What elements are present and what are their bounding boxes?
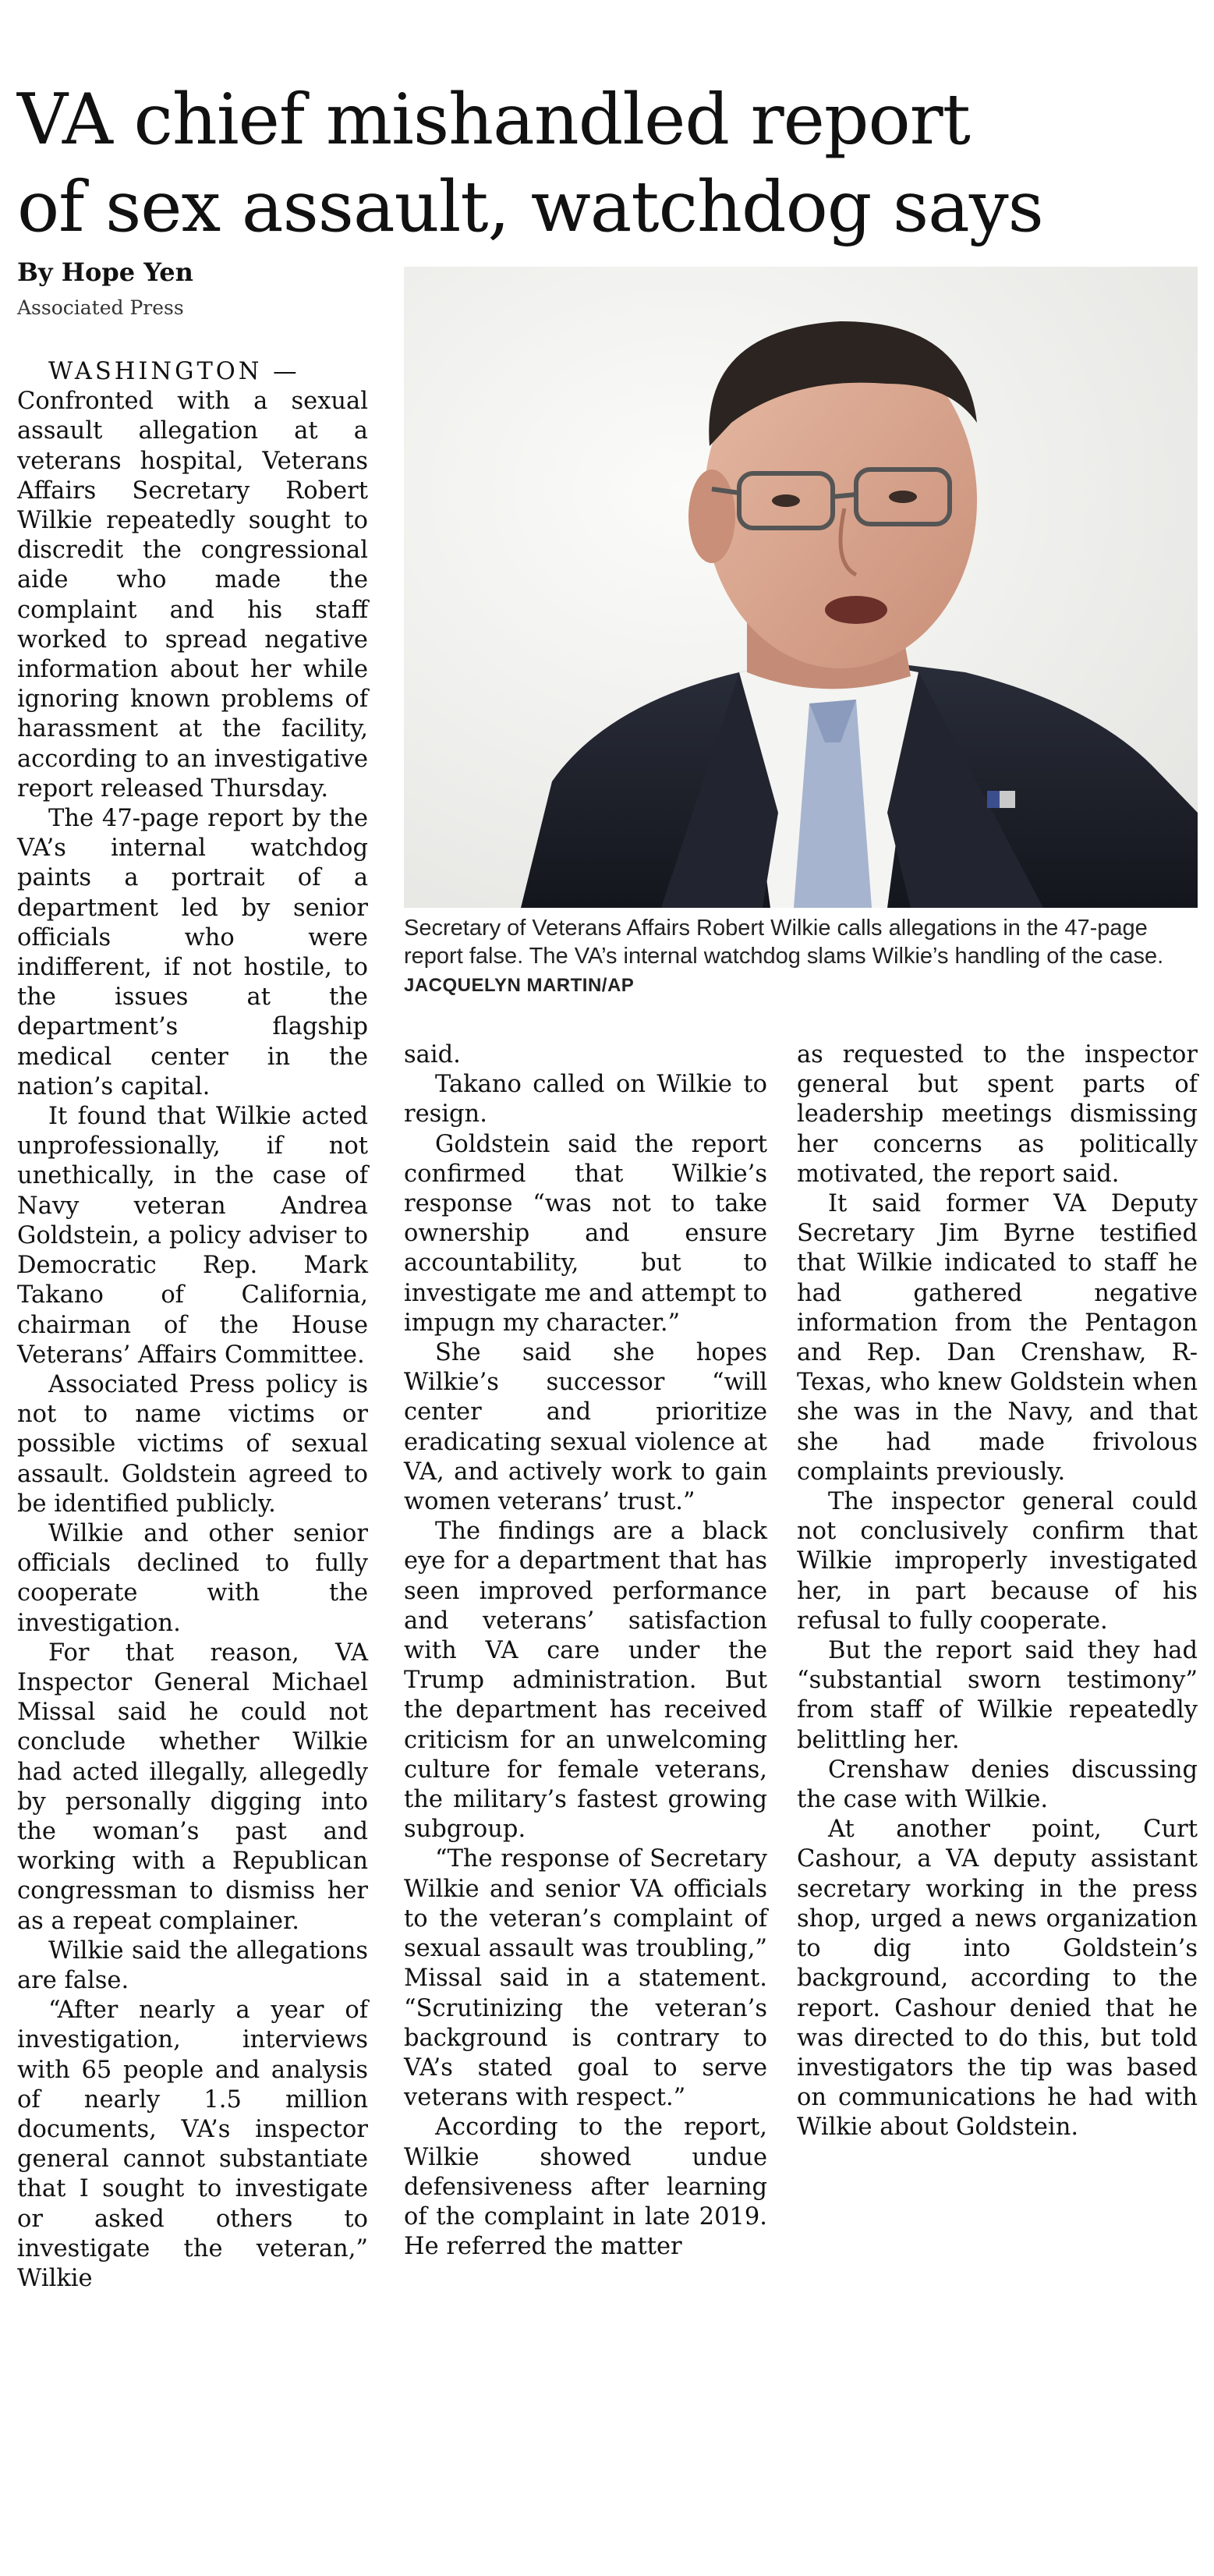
photo-credit: JACQUELYN MARTIN/AP bbox=[404, 975, 635, 996]
paragraph: It found that Wilkie acted unprofessionally, if not unethically, in the case of Navy veteran Andrea Goldstein, a policy adviser to Democratic Rep. Mark Takano of California, chairman of the House Veterans’ Affairs Committee. bbox=[17, 1103, 368, 1369]
paragraph: “After nearly a year of investigation, interviews with 65 people and analysis of nearly 1.5 million documents, VA’s inspector general cannot substantiate that I sought to investigate or asked others to investigate the veteran,” Wilkie bbox=[17, 1997, 368, 2292]
paragraph: It said former VA Deputy Secretary Jim Byrne testified that Wilkie indicated to staff he had gathered negative information from the Pentagon and Rep. Dan Crenshaw, R-Texas, who knew Goldstein when she was in the Navy, and that she had made frivolous complaints previously. bbox=[797, 1190, 1198, 1486]
paragraph: Crenshaw denies discussing the case with Wilkie. bbox=[797, 1756, 1198, 1814]
article-column-1 bbox=[17, 357, 368, 2294]
paragraph: Associated Press policy is not to name victims or possible victims of sexual assault. Goldstein agreed to be identified publicly. bbox=[17, 1370, 368, 1518]
paragraph: According to the report, Wilkie showed undue defensiveness after learning of the complaint in late 2019. He referred the matter bbox=[404, 2114, 767, 2261]
paragraph: Takano called on Wilkie to resign. bbox=[404, 1071, 767, 1129]
paragraph: For that reason, VA Inspector General Michael Missal said he could not conclude whether Wilkie had acted illegally, allegedly by personally digging into the woman’s past and working with a Republican congressman to dismiss her as a repeat complainer. bbox=[17, 1639, 368, 1935]
article-column-2 bbox=[404, 1040, 767, 2262]
photo-caption bbox=[404, 914, 1198, 1000]
paragraph: said. bbox=[404, 1041, 461, 1068]
article-column-3 bbox=[797, 1040, 1198, 2143]
byline-agency: Associated Press bbox=[17, 296, 184, 319]
paragraph: The 47-page report by the VA’s internal watchdog paints a portrait of a department led by senior officials who were indifferent, if not hostile, to the issues at the department’s flagship medical center in the nation’s capital. bbox=[17, 805, 368, 1100]
paragraph: “The response of Secretary Wilkie and senior VA officials to the veteran’s complaint of sexual assault was troubling,” Missal said in a statement. “Scrutinizing the veteran’s background is contrary to VA’s stated goal to serve veterans with respect.” bbox=[404, 1845, 767, 2112]
paragraph: The inspector general could not conclusively confirm that Wilkie improperly investigated her, in part because of his refusal to fully cooperate. bbox=[797, 1488, 1198, 1635]
paragraph: But the report said they had “substantial sworn testimony” from staff of Wilkie repeatedly belittling her. bbox=[797, 1637, 1198, 1754]
dateline: WASHINGTON — bbox=[48, 358, 300, 385]
headline-line-1: VA chief mishandled report bbox=[17, 79, 970, 161]
headline bbox=[17, 76, 1195, 251]
paragraph: The findings are a black eye for a department that has seen improved performance and veterans’ satisfaction with VA care under the Trump administration. But the department has received criticism for an unwelcoming culture for female veterans, the military’s fastest growing subgroup. bbox=[404, 1518, 767, 1844]
paragraph: At another point, Curt Cashour, a VA deputy assistant secretary working in the press shop, urged a news organization to dig into Goldstein’s background, according to the report. Cashour denied that he was directed to do this, but told investigators the tip was based on communications he had with Wilkie about Goldstein. bbox=[797, 1816, 1198, 2142]
paragraph: Confronted with a sexual assault allegation at a veterans hospital, Veterans Affairs Secretary Robert Wilkie repeatedly sought to discredit the congressional aide who made the complaint and his staff worked to spread negative information about her while ignoring known problems of harassment at the facility, according to an investigative report released Thursday. bbox=[17, 388, 368, 803]
paragraph: as requested to the inspector general but spent parts of leadership meetings dismissing her concerns as politically motivated, the report said. bbox=[797, 1041, 1198, 1188]
caption-text: Secretary of Veterans Affairs Robert Wilkie calls allegations in the 47-page report false. The VA’s internal watchdog slams Wilkie’s handling of the case. bbox=[404, 916, 1164, 969]
paragraph: Wilkie said the allegations are false. bbox=[17, 1936, 368, 1994]
byline-author: By Hope Yen bbox=[17, 257, 193, 287]
paragraph: Goldstein said the report confirmed that Wilkie’s response “was not to take ownership and ensure accountability, but to investigate me and attempt to impugn my character.” bbox=[404, 1130, 767, 1337]
paragraph: Wilkie and other senior officials declined to fully cooperate with the investigation. bbox=[17, 1519, 368, 1637]
portrait-illustration bbox=[404, 267, 1198, 908]
headline-line-2: of sex assault, watchdog says bbox=[17, 166, 1043, 249]
paragraph: She said she hopes Wilkie’s successor “will center and prioritize eradicating sexual violence at VA, and actively work to gain women veterans’ trust.” bbox=[404, 1339, 767, 1516]
news-photo bbox=[404, 267, 1198, 908]
